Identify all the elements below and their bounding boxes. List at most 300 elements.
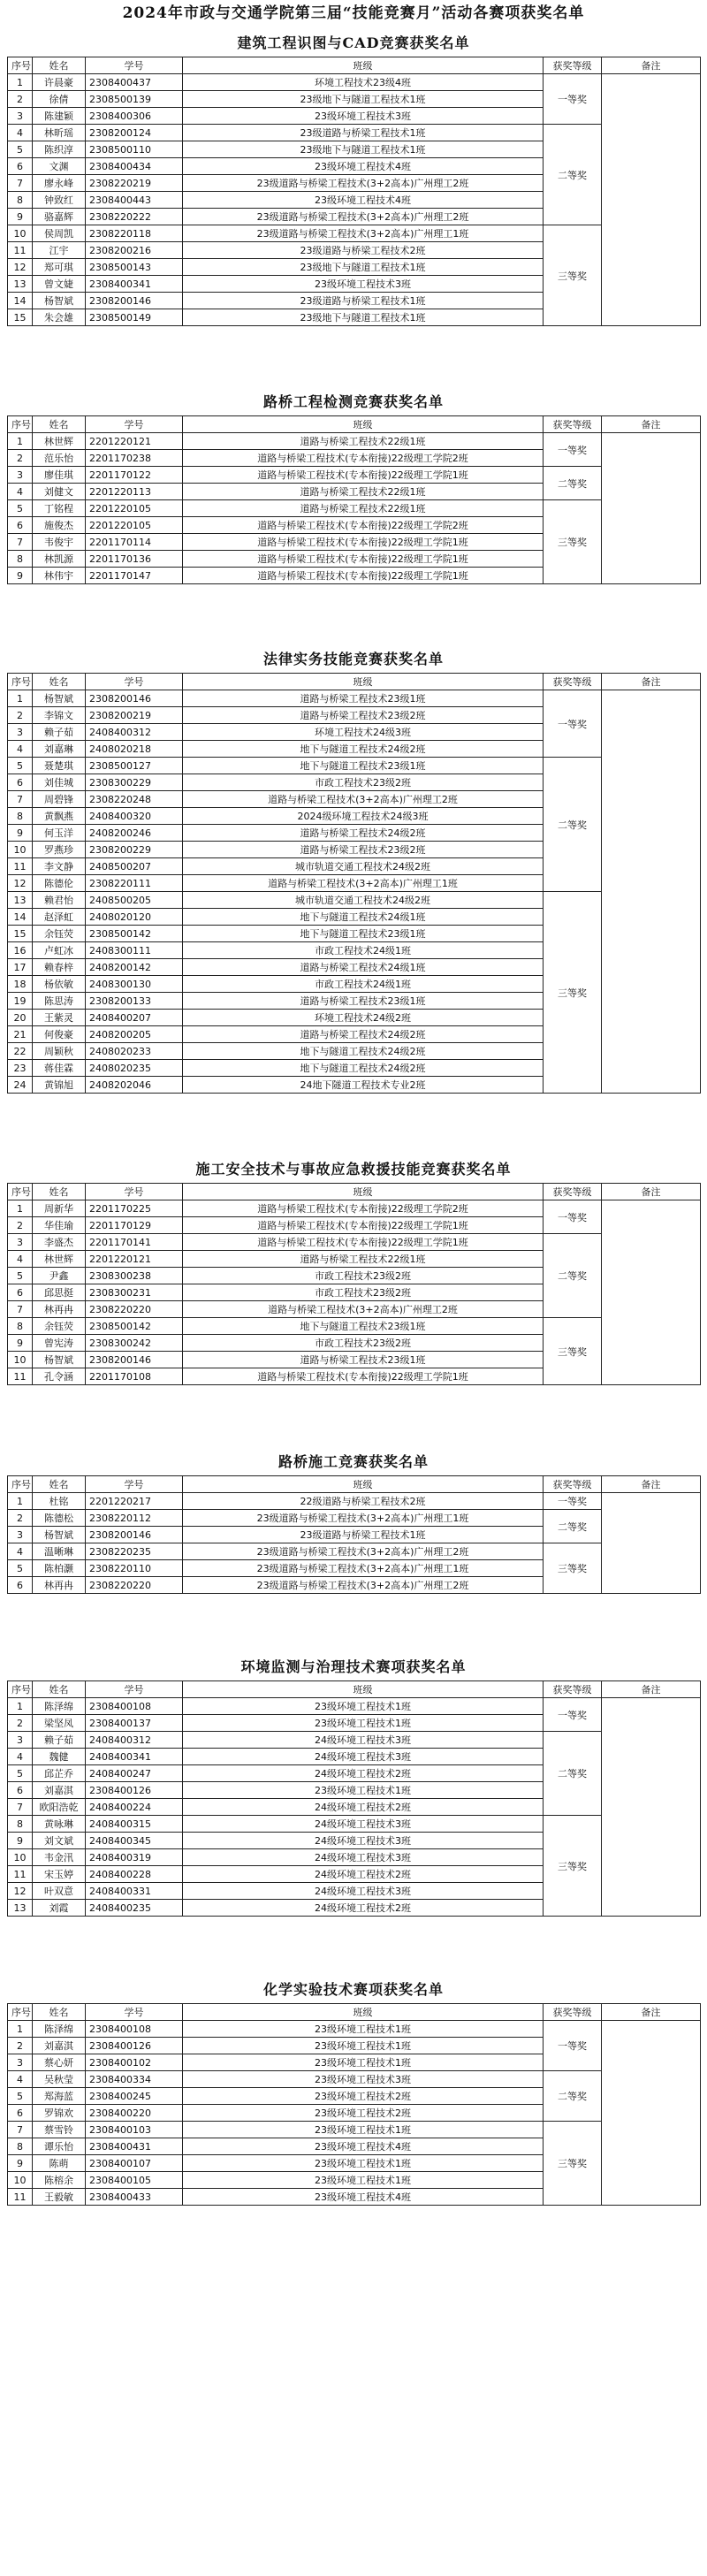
student-name: 李盛杰 (33, 1234, 86, 1251)
student-id: 2408400312 (86, 1732, 183, 1749)
student-name: 韦金汛 (33, 1849, 86, 1866)
row-number: 5 (8, 1765, 33, 1782)
student-name: 杨智斌 (33, 1527, 86, 1543)
student-id: 2408400247 (86, 1765, 183, 1782)
class-name: 23级道路与桥梁工程技术2班 (183, 242, 544, 259)
student-id: 2408020235 (86, 1060, 183, 1077)
row-number: 6 (8, 1577, 33, 1594)
award-table (7, 57, 701, 326)
student-name: 刘文斌 (33, 1833, 86, 1849)
student-name: 谭乐怡 (33, 2138, 86, 2155)
student-name: 卢虹冰 (33, 942, 86, 959)
class-name: 24级环境工程技术2班 (183, 1866, 544, 1883)
row-number: 9 (8, 1833, 33, 1849)
student-id: 2308500110 (86, 141, 183, 158)
table-row (8, 125, 701, 141)
student-name: 温晰琳 (33, 1543, 86, 1560)
class-name: 道路与桥梁工程技术23级1班 (183, 993, 544, 1010)
table-row (8, 467, 701, 484)
header-name: 姓名 (33, 1681, 86, 1698)
class-name: 环境工程技术24级2班 (183, 1010, 544, 1026)
student-name: 陈榕余 (33, 2172, 86, 2189)
student-name: 江宇 (33, 242, 86, 259)
student-name: 杨智斌 (33, 690, 86, 707)
row-number: 1 (8, 2021, 33, 2038)
student-id: 2408400341 (86, 1749, 183, 1765)
student-name: 杨智斌 (33, 1352, 86, 1368)
student-id: 2308400108 (86, 2021, 183, 2038)
class-name: 23级道路与桥梁工程技术(3+2高本)广州理工2班 (183, 1543, 544, 1560)
student-id: 2308200146 (86, 690, 183, 707)
class-name: 23级道路与桥梁工程技术(3+2高本)广州理工1班 (183, 225, 544, 242)
row-number: 15 (8, 926, 33, 942)
class-name: 23级环境工程技术1班 (183, 2054, 544, 2071)
award-table (7, 1183, 701, 1385)
award-level: 三等奖 (544, 225, 602, 326)
award-table (7, 415, 701, 584)
table-row (8, 758, 701, 774)
row-number: 4 (8, 125, 33, 141)
student-id: 2308220111 (86, 875, 183, 892)
student-id: 2308400443 (86, 192, 183, 209)
class-name: 道路与桥梁工程技术23级2班 (183, 707, 544, 724)
student-id: 2308400103 (86, 2122, 183, 2138)
row-number: 5 (8, 141, 33, 158)
student-id: 2308200216 (86, 242, 183, 259)
table-row (8, 1732, 701, 1749)
row-number: 11 (8, 2189, 33, 2206)
student-id: 2308400126 (86, 1782, 183, 1799)
student-id: 2408300111 (86, 942, 183, 959)
row-number: 2 (8, 2038, 33, 2054)
header-class: 班级 (183, 1184, 544, 1200)
row-number: 1 (8, 1200, 33, 1217)
student-name: 刘佳城 (33, 774, 86, 791)
table-row (8, 1543, 701, 1560)
section-gap (0, 1917, 707, 1977)
class-name: 22级道路与桥梁工程技术2班 (183, 1493, 544, 1510)
class-name: 环境工程技术24级3班 (183, 724, 544, 741)
note-cell (602, 74, 701, 326)
class-name: 市政工程技术24级1班 (183, 942, 544, 959)
student-name: 陈萌 (33, 2155, 86, 2172)
header-student-id: 学号 (86, 1184, 183, 1200)
award-level: 一等奖 (544, 1200, 602, 1234)
section-gap (0, 584, 707, 646)
student-id: 2308400137 (86, 1715, 183, 1732)
row-number: 2 (8, 91, 33, 108)
student-name: 陈泽绵 (33, 1698, 86, 1715)
student-name: 欧阳浩乾 (33, 1799, 86, 1816)
class-name: 地下与隧道工程技术24级1班 (183, 909, 544, 926)
student-id: 2308220220 (86, 1301, 183, 1318)
table-header-row (8, 57, 701, 74)
student-name: 林凯源 (33, 551, 86, 568)
row-number: 9 (8, 209, 33, 225)
student-id: 2201170147 (86, 568, 183, 584)
section-gap (0, 326, 707, 389)
class-name: 道路与桥梁工程技术23级2班 (183, 842, 544, 858)
student-id: 2201170141 (86, 1234, 183, 1251)
table-header-row (8, 2004, 701, 2021)
student-name: 王紫灵 (33, 1010, 86, 1026)
section-title: 建筑工程识图与CAD竞赛获奖名单 (237, 34, 470, 51)
class-name: 24级环境工程技术3班 (183, 1816, 544, 1833)
student-id: 2408400320 (86, 808, 183, 825)
student-id: 2308400102 (86, 2054, 183, 2071)
award-section (7, 1654, 700, 1917)
student-name: 余钰荧 (33, 1318, 86, 1335)
row-number: 1 (8, 1698, 33, 1715)
award-section (7, 30, 700, 326)
student-name: 刘霞 (33, 1900, 86, 1917)
student-name: 黄锦旭 (33, 1077, 86, 1094)
header-no: 序号 (8, 1184, 33, 1200)
student-id: 2308220112 (86, 1510, 183, 1527)
class-name: 23级道路与桥梁工程技术(3+2高本)广州理工2班 (183, 175, 544, 192)
award-level: 二等奖 (544, 467, 602, 500)
row-number: 2 (8, 1510, 33, 1527)
student-id: 2308300231 (86, 1284, 183, 1301)
student-id: 2201220113 (86, 484, 183, 500)
table-row (8, 1318, 701, 1335)
award-level: 二等奖 (544, 758, 602, 892)
student-name: 刘健文 (33, 484, 86, 500)
class-name: 道路与桥梁工程技术(3+2高本)广州理工2班 (183, 791, 544, 808)
row-number: 5 (8, 758, 33, 774)
row-number: 12 (8, 1883, 33, 1900)
table-row (8, 1816, 701, 1833)
student-id: 2308200124 (86, 125, 183, 141)
award-level: 一等奖 (544, 1698, 602, 1732)
header-class: 班级 (183, 2004, 544, 2021)
student-id: 2201170136 (86, 551, 183, 568)
header-name: 姓名 (33, 1476, 86, 1493)
class-name: 道路与桥梁工程技术(3+2高本)广州理工1班 (183, 875, 544, 892)
section-title: 化学实验技术赛项获奖名单 (262, 1981, 444, 1998)
row-number: 17 (8, 959, 33, 976)
student-name: 曾文婕 (33, 276, 86, 293)
row-number: 10 (8, 1352, 33, 1368)
student-name: 周碧锋 (33, 791, 86, 808)
student-name: 杨智斌 (33, 293, 86, 309)
row-number: 12 (8, 259, 33, 276)
student-name: 陈建颖 (33, 108, 86, 125)
student-name: 陈思涛 (33, 993, 86, 1010)
student-name: 文渊 (33, 158, 86, 175)
award-level: 三等奖 (544, 1816, 602, 1917)
section-gap (0, 1094, 707, 1156)
table-header-row (8, 1681, 701, 1698)
class-name: 23级环境工程技术2班 (183, 2105, 544, 2122)
student-name: 刘嘉淇 (33, 1782, 86, 1799)
class-name: 24级环境工程技术3班 (183, 1732, 544, 1749)
student-name: 李锦文 (33, 707, 86, 724)
student-id: 2308200219 (86, 707, 183, 724)
student-id: 2201220121 (86, 433, 183, 450)
row-number: 3 (8, 724, 33, 741)
section-title: 施工安全技术与事故应急救援技能竞赛获奖名单 (195, 1161, 512, 1177)
header-note: 备注 (602, 2004, 701, 2021)
student-id: 2408500205 (86, 892, 183, 909)
student-name: 丁铭程 (33, 500, 86, 517)
award-table (7, 1475, 701, 1594)
header-note: 备注 (602, 674, 701, 690)
class-name: 道路与桥梁工程技术23级1班 (183, 1352, 544, 1368)
class-name: 23级环境工程技术4班 (183, 158, 544, 175)
student-id: 2408200142 (86, 959, 183, 976)
student-name: 蔡心妍 (33, 2054, 86, 2071)
student-name: 林昕瑶 (33, 125, 86, 141)
student-id: 2308200229 (86, 842, 183, 858)
class-name: 23级环境工程技术1班 (183, 2155, 544, 2172)
row-number: 11 (8, 242, 33, 259)
class-name: 环境工程技术23级4班 (183, 74, 544, 91)
award-level: 三等奖 (544, 500, 602, 584)
header-note: 备注 (602, 57, 701, 74)
student-name: 蔡雪铃 (33, 2122, 86, 2138)
student-name: 韦俊宇 (33, 534, 86, 551)
row-number: 8 (8, 1318, 33, 1335)
student-name: 华佳瑜 (33, 1217, 86, 1234)
student-name: 骆嘉辉 (33, 209, 86, 225)
class-name: 23级道路与桥梁工程技术1班 (183, 1527, 544, 1543)
row-number: 15 (8, 309, 33, 326)
class-name: 地下与隧道工程技术23级1班 (183, 758, 544, 774)
class-name: 道路与桥梁工程技术(专本衔接)22级理工学院2班 (183, 450, 544, 467)
student-id: 2308220222 (86, 209, 183, 225)
student-id: 2201170238 (86, 450, 183, 467)
row-number: 23 (8, 1060, 33, 1077)
table-row (8, 225, 701, 242)
student-name: 赖春梓 (33, 959, 86, 976)
row-number: 4 (8, 1251, 33, 1268)
student-name: 曾宪涛 (33, 1335, 86, 1352)
class-name: 23级环境工程技术3班 (183, 2071, 544, 2088)
student-id: 2308220220 (86, 1577, 183, 1594)
student-name: 侯周凯 (33, 225, 86, 242)
award-level: 三等奖 (544, 1543, 602, 1594)
class-name: 24级环境工程技术3班 (183, 1849, 544, 1866)
student-id: 2308400105 (86, 2172, 183, 2189)
class-name: 23级环境工程技术4班 (183, 2189, 544, 2206)
header-student-id: 学号 (86, 416, 183, 433)
student-id: 2201170114 (86, 534, 183, 551)
header-name: 姓名 (33, 674, 86, 690)
student-id: 2201170108 (86, 1368, 183, 1385)
award-level: 三等奖 (544, 1318, 602, 1385)
student-id: 2308400108 (86, 1698, 183, 1715)
row-number: 6 (8, 2105, 33, 2122)
student-id: 2308220118 (86, 225, 183, 242)
table-row (8, 2071, 701, 2088)
row-number: 7 (8, 1799, 33, 1816)
student-id: 2308500142 (86, 926, 183, 942)
header-note: 备注 (602, 416, 701, 433)
class-name: 23级环境工程技术3班 (183, 276, 544, 293)
row-number: 2 (8, 450, 33, 467)
note-cell (602, 690, 701, 1094)
row-number: 7 (8, 2122, 33, 2138)
student-id: 2308400434 (86, 158, 183, 175)
row-number: 4 (8, 1543, 33, 1560)
header-award: 获奖等级 (544, 674, 602, 690)
student-id: 2408200246 (86, 825, 183, 842)
student-name: 陈柏灏 (33, 1560, 86, 1577)
row-number: 7 (8, 1301, 33, 1318)
row-number: 5 (8, 500, 33, 517)
table-row (8, 2122, 701, 2138)
class-name: 2024级环境工程技术24级3班 (183, 808, 544, 825)
table-row (8, 1234, 701, 1251)
row-number: 9 (8, 1335, 33, 1352)
header-student-id: 学号 (86, 1681, 183, 1698)
row-number: 6 (8, 1782, 33, 1799)
class-name: 道路与桥梁工程技术(专本衔接)22级理工学院1班 (183, 1368, 544, 1385)
student-id: 2308500142 (86, 1318, 183, 1335)
header-class: 班级 (183, 57, 544, 74)
header-student-id: 学号 (86, 1476, 183, 1493)
student-name: 杨依敏 (33, 976, 86, 993)
class-name: 道路与桥梁工程技术(专本衔接)22级理工学院1班 (183, 534, 544, 551)
header-note: 备注 (602, 1681, 701, 1698)
student-name: 吴秋莹 (33, 2071, 86, 2088)
row-number: 8 (8, 808, 33, 825)
header-no: 序号 (8, 1476, 33, 1493)
class-name: 24级环境工程技术3班 (183, 1883, 544, 1900)
student-id: 2308200133 (86, 993, 183, 1010)
award-level: 一等奖 (544, 74, 602, 125)
student-name: 何俊豪 (33, 1026, 86, 1043)
student-id: 2408400315 (86, 1816, 183, 1833)
header-name: 姓名 (33, 416, 86, 433)
table-row (8, 690, 701, 707)
main-title: 2024年市政与交通学院第三届“技能竞赛月”活动各赛项获奖名单 (122, 4, 585, 22)
student-name: 钟致红 (33, 192, 86, 209)
row-number: 10 (8, 1849, 33, 1866)
class-name: 24级环境工程技术2班 (183, 1765, 544, 1782)
student-id: 2308220219 (86, 175, 183, 192)
award-level: 一等奖 (544, 690, 602, 758)
class-name: 道路与桥梁工程技术22级1班 (183, 484, 544, 500)
class-name: 道路与桥梁工程技术24级2班 (183, 1026, 544, 1043)
row-number: 3 (8, 1234, 33, 1251)
row-number: 5 (8, 1268, 33, 1284)
class-name: 24级环境工程技术2班 (183, 1799, 544, 1816)
row-number: 7 (8, 175, 33, 192)
class-name: 23级道路与桥梁工程技术(3+2高本)广州理工1班 (183, 1510, 544, 1527)
student-name: 林世辉 (33, 1251, 86, 1268)
award-section (7, 1977, 700, 2206)
row-number: 8 (8, 2138, 33, 2155)
row-number: 4 (8, 484, 33, 500)
class-name: 23级环境工程技术2班 (183, 2088, 544, 2105)
row-number: 12 (8, 875, 33, 892)
student-id: 2201220121 (86, 1251, 183, 1268)
row-number: 3 (8, 2054, 33, 2071)
student-name: 赖子茹 (33, 724, 86, 741)
row-number: 5 (8, 1560, 33, 1577)
row-number: 4 (8, 1749, 33, 1765)
award-section (7, 646, 700, 1094)
student-id: 2308300229 (86, 774, 183, 791)
student-name: 廖永峰 (33, 175, 86, 192)
header-award: 获奖等级 (544, 1184, 602, 1200)
class-name: 23级道路与桥梁工程技术(3+2高本)广州理工2班 (183, 1577, 544, 1594)
student-id: 2408020218 (86, 741, 183, 758)
table-row (8, 74, 701, 91)
student-name: 梁坚凤 (33, 1715, 86, 1732)
student-name: 邱芷乔 (33, 1765, 86, 1782)
student-id: 2308400334 (86, 2071, 183, 2088)
student-id: 2408400312 (86, 724, 183, 741)
student-name: 林伟宇 (33, 568, 86, 584)
class-name: 23级环境工程技术1班 (183, 2172, 544, 2189)
class-name: 道路与桥梁工程技术(专本衔接)22级理工学院2班 (183, 1200, 544, 1217)
class-name: 市政工程技术23级2班 (183, 1268, 544, 1284)
table-header-row (8, 1476, 701, 1493)
row-number: 18 (8, 976, 33, 993)
class-name: 地下与隧道工程技术23级1班 (183, 926, 544, 942)
class-name: 24级环境工程技术3班 (183, 1833, 544, 1849)
header-note: 备注 (602, 1184, 701, 1200)
note-cell (602, 1200, 701, 1385)
class-name: 城市轨道交通工程技术24级2班 (183, 858, 544, 875)
student-name: 林世辉 (33, 433, 86, 450)
award-section (7, 1156, 700, 1385)
row-number: 8 (8, 192, 33, 209)
header-student-id: 学号 (86, 57, 183, 74)
award-section (7, 1449, 700, 1594)
student-name: 余钰荧 (33, 926, 86, 942)
student-id: 2408400224 (86, 1799, 183, 1816)
row-number: 14 (8, 293, 33, 309)
class-name: 23级环境工程技术1班 (183, 1698, 544, 1715)
class-name: 23级地下与隧道工程技术1班 (183, 141, 544, 158)
row-number: 9 (8, 568, 33, 584)
table-row (8, 500, 701, 517)
header-class: 班级 (183, 674, 544, 690)
student-id: 2408400331 (86, 1883, 183, 1900)
award-level: 二等奖 (544, 125, 602, 225)
row-number: 4 (8, 2071, 33, 2088)
section-gap (0, 1385, 707, 1449)
class-name: 23级环境工程技术1班 (183, 1715, 544, 1732)
table-header-row (8, 416, 701, 433)
row-number: 6 (8, 1284, 33, 1301)
award-level: 一等奖 (544, 433, 602, 467)
note-cell (602, 1493, 701, 1594)
student-name: 罗燕珍 (33, 842, 86, 858)
student-name: 陈德伦 (33, 875, 86, 892)
row-number: 6 (8, 517, 33, 534)
row-number: 13 (8, 276, 33, 293)
award-table (7, 2003, 701, 2206)
class-name: 道路与桥梁工程技术(专本衔接)22级理工学院1班 (183, 1234, 544, 1251)
class-name: 道路与桥梁工程技术(专本衔接)22级理工学院1班 (183, 1217, 544, 1234)
header-award: 获奖等级 (544, 1476, 602, 1493)
class-name: 道路与桥梁工程技术(专本衔接)22级理工学院1班 (183, 568, 544, 584)
row-number: 7 (8, 534, 33, 551)
student-id: 2308400433 (86, 2189, 183, 2206)
award-section (7, 389, 700, 584)
section-title: 法律实务技能竞赛获奖名单 (262, 651, 444, 667)
student-id: 2308220235 (86, 1543, 183, 1560)
sections-container (0, 30, 707, 2206)
table-row (8, 1200, 701, 1217)
class-name: 市政工程技术24级1班 (183, 976, 544, 993)
row-number: 9 (8, 825, 33, 842)
